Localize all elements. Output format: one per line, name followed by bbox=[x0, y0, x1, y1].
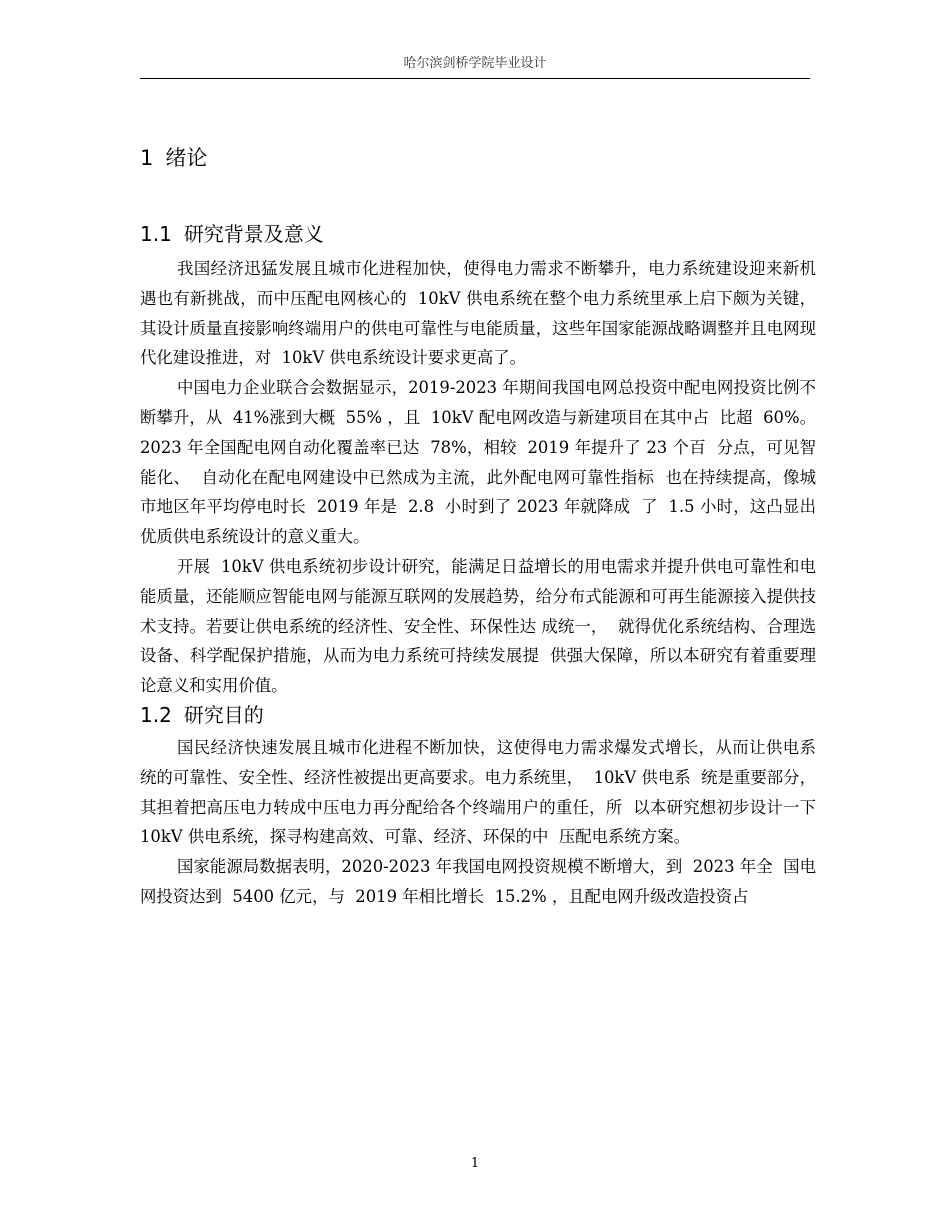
page-header: 哈尔滨剑桥学院毕业设计 bbox=[403, 56, 547, 71]
chapter-title: 绪论 bbox=[165, 146, 208, 170]
paragraph: 国家能源局数据表明，2020-2023 年我国电网投资规模不断增大，到 2023 年全 国电网投资达到 5400 亿元，与 2019 年相比增长 15.2% ，且配电网升级改造投资占 bbox=[140, 857, 816, 906]
section-number: 1.1 bbox=[140, 222, 172, 246]
section-heading-1-1 bbox=[140, 216, 816, 252]
section-title: 研究背景及意义 bbox=[183, 222, 324, 246]
header-rule bbox=[140, 78, 810, 79]
section-heading-1-2 bbox=[140, 697, 816, 733]
chapter-number: 1 bbox=[140, 146, 154, 170]
document-body bbox=[140, 138, 827, 912]
chapter-heading bbox=[140, 138, 816, 178]
section-number: 1.2 bbox=[140, 702, 172, 727]
paragraph: 中国电力企业联合会数据显示，2019-2023 年期间我国电网总投资中配电网投资比例不断攀升，从 41%涨到大概 55% ，且 10kV 配电网改造与新建项目在其中占 比超 60%。2023 年全国配电网自动化覆盖率已达 78%，相较 2019 年提升了 23 个百 分点，可见智能化、 自动化在配电网建设中已然成为主流，此外配电网可靠性指标 也在持续提高，像城市地区年平均停电时长 2019 年是 2.8 小时到了 2023 年就降成 了 1.5 小时，这凸显出优质供电系统设计的意义重大。 bbox=[140, 378, 816, 547]
paragraph: 国民经济快速发展且城市化进程不断加快，这使得电力需求爆发式增长，从而让供电系统的可靠性、安全性、经济性被提出更高要求。电力系统里， 10kV 供电系 统是重要部分，其担着把高压电力转成中压电力再分配给各个终端用户的重任，所 以本研究想初步设计一下 10kV 供电系统，探寻构建高效、可靠、经济、环保的中 压配电系统方案。 bbox=[140, 737, 827, 847]
page-number: 1 bbox=[470, 1156, 480, 1171]
section-title: 研究目的 bbox=[183, 702, 264, 727]
paragraph: 开展 10kV 供电系统初步设计研究，能满足日益增长的用电需求并提升供电可靠性和电能质量，还能顺应智能电网与能源互联网的发展趋势，给分布式能源和可再生能源接入提供技术支持。若要让供电系统的经济性、安全性、环保性达 成统一， 就得优化系统结构、合理选设备、科学配保护措施，从而为电力系统可持续发展提 供强大保障，所以本研究有着重要理论意义和实用价值。 bbox=[140, 556, 816, 696]
paragraph: 我国经济迅猛发展且城市化进程加快，使得电力需求不断攀升，电力系统建设迎来新机遇也有新挑战，而中压配电网核心的 10kV 供电系统在整个电力系统里承上启下颇为关键，其设计质量直接影响终端用户的供电可靠性与电能质量，这些年国家能源战略调整并且电网现代化建设推进，对 10kV 供电系统设计要求更高了。 bbox=[140, 259, 816, 368]
